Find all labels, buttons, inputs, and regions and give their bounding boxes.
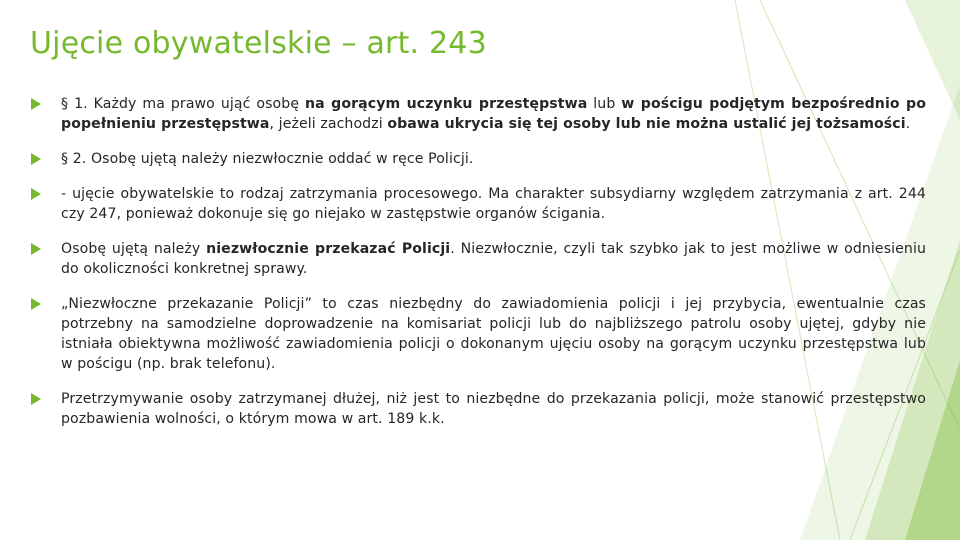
bullet-item — [30, 239, 926, 279]
bullet-text: . Niezwłocznie, czyli tak szybko jak to jest możliwe w odniesieniu do okoliczności konkretnej sprawy. — [61, 241, 927, 277]
triangle-right-icon — [30, 241, 42, 257]
triangle-right-icon — [30, 296, 42, 312]
bullet-item — [30, 149, 926, 169]
bullet-item — [30, 389, 926, 429]
bullet-text: „Niezwłoczne przekazanie Policji” to czas niezbędny do zawiadomienia policji i jej przybycia, ewentualnie czas potrzebny na samodzielne doprowadzenie na komisariat policji lub do najbliższego patrolu osoby ujętej, gdyby nie istniała obiektywna możliwość zawiadomienia policji o dokonanym ujęciu osoby na gorącym uczynku przestępstwa lub w pościgu (np. brak telefonu). — [61, 296, 926, 372]
bullet-item — [30, 94, 926, 134]
bullet-list — [30, 94, 926, 444]
bullet-text: lub — [587, 96, 622, 112]
triangle-right-icon — [30, 96, 42, 112]
bullet-text: § 2. Osobę ujętą należy niezwłocznie oddać w ręce Policji. — [61, 151, 474, 167]
bullet-text: Przetrzymywanie osoby zatrzymanej dłużej, niż jest to niezbędne do przekazania policji, może stanowić przestępstwo pozbawienia wolności, o którym mowa w art. 189 k.k. — [61, 391, 926, 427]
triangle-right-icon — [30, 186, 42, 202]
bullet-text-bold: w pościgu podjętym bezpośrednio po popełnieniu przestępstwa — [61, 96, 926, 132]
triangle-right-icon — [30, 151, 42, 167]
bullet-item — [30, 184, 926, 224]
bullet-text-bold: na gorącym uczynku przestępstwa — [305, 96, 588, 112]
bullet-text-bold: niezwłocznie przekazać Policji — [206, 241, 451, 257]
bullet-text: § 1. Każdy ma prawo ująć osobę — [61, 96, 306, 112]
triangle-right-icon — [30, 391, 42, 407]
bullet-item — [30, 294, 926, 374]
slide-title: Ujęcie obywatelskie – art. 243 — [30, 26, 487, 61]
bullet-text: , jeżeli zachodzi — [269, 116, 388, 132]
bullet-text: Osobę ujętą należy — [61, 241, 207, 257]
bullet-text: . — [905, 116, 911, 132]
bullet-text: - ujęcie obywatelskie to rodzaj zatrzymania procesowego. Ma charakter subsydiarny względem zatrzymania z art. 244 czy 247, ponieważ dokonuje się go niejako w zastępstwie organów ścigania. — [61, 186, 926, 222]
bullet-text-bold: obawa ukrycia się tej osoby lub nie można ustalić jej tożsamości — [387, 116, 906, 132]
